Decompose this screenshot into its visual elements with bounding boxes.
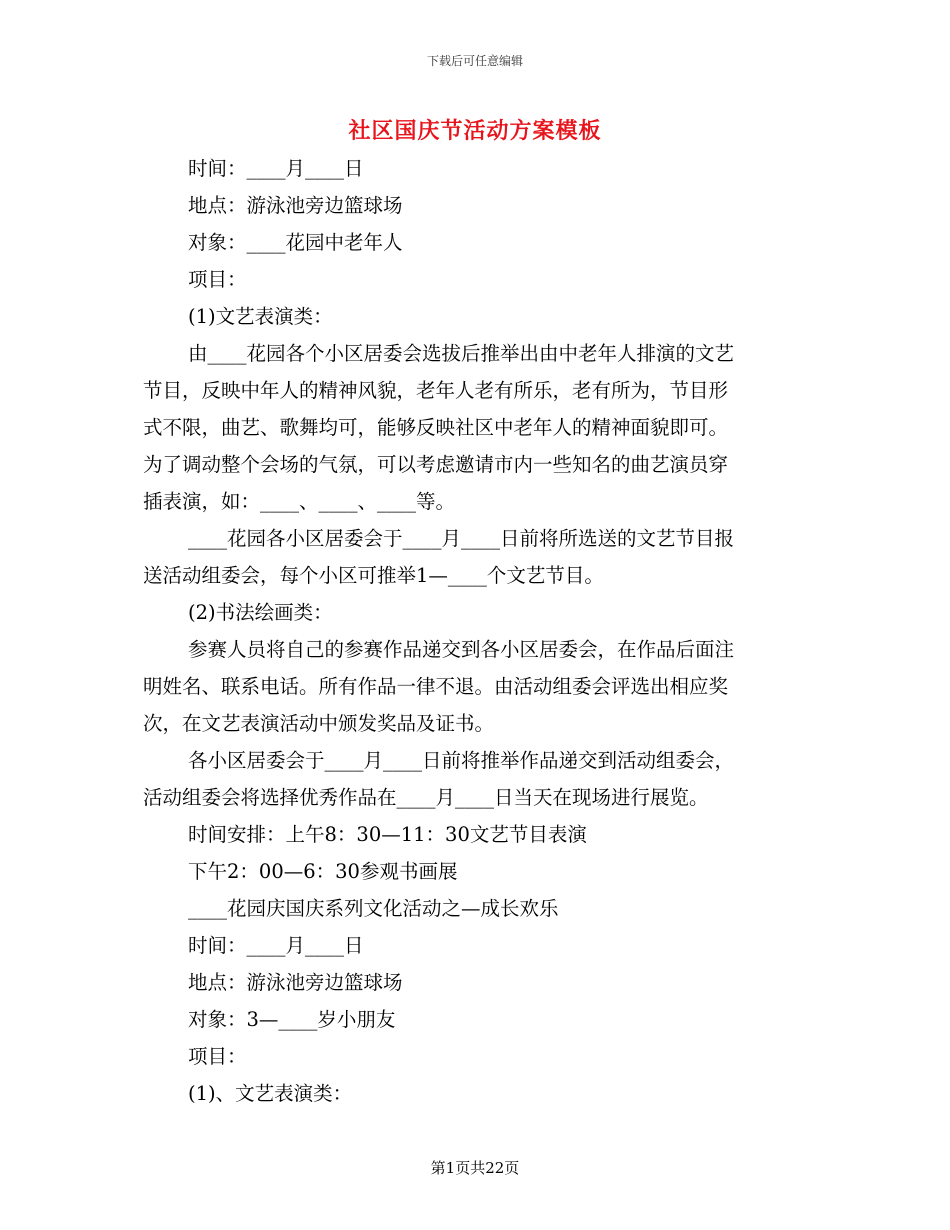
text-line: 由____花园各个小区居委会选拔后推举出由中老年人排演的文艺 bbox=[188, 342, 735, 365]
page-number-footer: 第1页共22页 bbox=[430, 1159, 520, 1177]
text-line: (1)、文艺表演类： bbox=[188, 1082, 353, 1105]
text-line: 时间：____月____日 bbox=[188, 934, 364, 957]
text-line: 明姓名、联系电话。所有作品一律不退。由活动组委会评选出相应奖 bbox=[143, 675, 729, 698]
document-title: 社区国庆节活动方案模板 bbox=[348, 118, 602, 144]
text-line: 插表演，如：____、____、____等。 bbox=[143, 490, 456, 513]
text-line: 各小区居委会于____月____日前将推举作品递交到活动组委会， bbox=[188, 749, 735, 772]
text-line: 地点：游泳池旁边篮球场 bbox=[188, 194, 403, 217]
text-line: 活动组委会将选择优秀作品在____月____日当天在现场进行展览。 bbox=[143, 786, 709, 809]
text-line: 项目： bbox=[188, 268, 247, 291]
text-line: 节目，反映中年人的精神风貌，老年人老有所乐，老有所为，节目形 bbox=[143, 379, 729, 402]
text-line: 对象：____花园中老年人 bbox=[188, 231, 403, 254]
text-line: ____花园各小区居委会于____月____日前将所选送的文艺节目报 bbox=[188, 527, 735, 550]
text-line: 为了调动整个会场的气氛，可以考虑邀请市内一些知名的曲艺演员穿 bbox=[143, 453, 729, 476]
text-line: 项目： bbox=[188, 1045, 247, 1068]
page-header-note: 下载后可任意编辑 bbox=[426, 54, 523, 68]
document-body bbox=[143, 150, 803, 1112]
text-line: (1)文艺表演类： bbox=[188, 305, 333, 328]
text-line: 地点：游泳池旁边篮球场 bbox=[188, 971, 403, 994]
text-line: (2)书法绘画类： bbox=[188, 601, 333, 624]
text-line: ____花园庆国庆系列文化活动之—成长欢乐 bbox=[188, 897, 559, 920]
text-line: 送活动组委会，每个小区可推举1—____个文艺节目。 bbox=[143, 564, 604, 587]
text-line: 次，在文艺表演活动中颁发奖品及证书。 bbox=[143, 712, 495, 735]
text-line: 下午2：00—6：30参观书画展 bbox=[188, 860, 458, 883]
text-line: 时间：____月____日 bbox=[188, 157, 364, 180]
text-line: 对象：3—____岁小朋友 bbox=[188, 1008, 396, 1031]
text-line: 时间安排：上午8：30—11：30文艺节目表演 bbox=[188, 823, 587, 846]
text-line: 参赛人员将自己的参赛作品递交到各小区居委会，在作品后面注 bbox=[188, 638, 735, 661]
text-line: 式不限，曲艺、歌舞均可，能够反映社区中老年人的精神面貌即可。 bbox=[143, 416, 729, 439]
